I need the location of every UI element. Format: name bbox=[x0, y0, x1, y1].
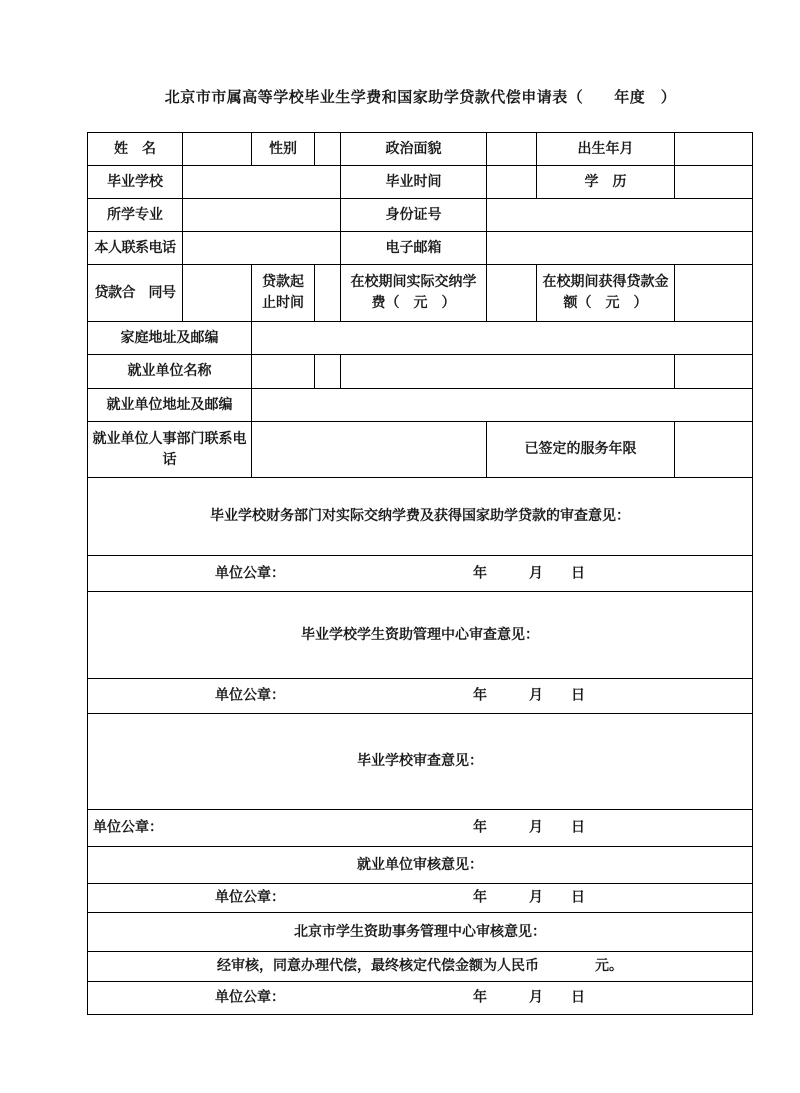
table-row bbox=[88, 355, 753, 389]
date-label: 年 月 日 bbox=[473, 990, 585, 1006]
label-loan-contract: 贷款合 同号 bbox=[88, 265, 183, 322]
field-service-years[interactable] bbox=[675, 422, 753, 478]
table-row bbox=[88, 133, 753, 166]
seal-label: 单位公章： bbox=[93, 820, 163, 836]
field-employer-sub-2[interactable] bbox=[315, 355, 341, 389]
seal-row-aid-center bbox=[88, 679, 753, 714]
field-graduation-time[interactable] bbox=[487, 166, 537, 199]
field-birth-date[interactable] bbox=[675, 133, 753, 166]
table-row bbox=[88, 884, 753, 913]
table-row bbox=[88, 232, 753, 265]
section-municipal-review: 北京市学生资助事务管理中心审核意见： bbox=[88, 913, 753, 952]
section-school-review: 毕业学校审查意见： bbox=[88, 714, 753, 810]
date-label: 年 月 日 bbox=[473, 820, 585, 836]
label-hr-phone: 就业单位人事部门联系电话 bbox=[88, 422, 252, 478]
field-education[interactable] bbox=[675, 166, 753, 199]
section-finance-review: 毕业学校财务部门对实际交纳学费及获得国家助学贷款的审查意见： bbox=[88, 478, 753, 556]
field-loan-amount[interactable] bbox=[675, 265, 753, 322]
seal-row-finance bbox=[88, 556, 753, 592]
label-gender: 性别 bbox=[252, 133, 315, 166]
label-major: 所学专业 bbox=[88, 199, 183, 232]
field-loan-contract[interactable] bbox=[183, 265, 252, 322]
field-home-address[interactable] bbox=[252, 322, 753, 355]
seal-row-school bbox=[88, 810, 753, 847]
label-education: 学 历 bbox=[537, 166, 675, 199]
table-row bbox=[88, 592, 753, 679]
section-aid-center-review: 毕业学校学生资助管理中心审查意见： bbox=[88, 592, 753, 679]
seal-row-municipal bbox=[88, 982, 753, 1015]
table-row bbox=[88, 952, 753, 982]
label-employer-address: 就业单位地址及邮编 bbox=[88, 389, 252, 422]
label-loan-amount: 在校期间获得贷款金额（ 元 ） bbox=[537, 265, 675, 322]
field-employer-address[interactable] bbox=[252, 389, 753, 422]
field-employer-sub-1[interactable] bbox=[252, 355, 315, 389]
field-email[interactable] bbox=[487, 232, 753, 265]
field-graduate-school[interactable] bbox=[183, 166, 341, 199]
table-row bbox=[88, 166, 753, 199]
field-employer-name[interactable] bbox=[341, 355, 675, 389]
approval-amount-line: 经审核，同意办理代偿，最终核定代偿金额为人民币 元。 bbox=[88, 952, 753, 982]
table-row bbox=[88, 322, 753, 355]
label-id-number: 身份证号 bbox=[341, 199, 487, 232]
table-row bbox=[88, 982, 753, 1015]
label-political-status: 政治面貌 bbox=[341, 133, 487, 166]
table-row bbox=[88, 556, 753, 592]
field-id-number[interactable] bbox=[487, 199, 753, 232]
date-label: 年 月 日 bbox=[473, 688, 585, 704]
table-row bbox=[88, 478, 753, 556]
field-personal-phone[interactable] bbox=[183, 232, 341, 265]
seal-label: 单位公章： bbox=[215, 688, 285, 704]
label-graduate-school: 毕业学校 bbox=[88, 166, 183, 199]
field-hr-phone[interactable] bbox=[252, 422, 487, 478]
seal-label: 单位公章： bbox=[215, 566, 285, 581]
field-political-status[interactable] bbox=[487, 133, 537, 166]
seal-label: 单位公章： bbox=[215, 890, 285, 906]
label-name: 姓 名 bbox=[88, 133, 183, 166]
seal-label: 单位公章： bbox=[215, 990, 285, 1006]
field-name[interactable] bbox=[183, 133, 252, 166]
label-service-years: 已签定的服务年限 bbox=[487, 422, 675, 478]
label-home-address: 家庭地址及邮编 bbox=[88, 322, 252, 355]
table-row bbox=[88, 913, 753, 952]
field-gender[interactable] bbox=[315, 133, 341, 166]
table-row bbox=[88, 847, 753, 884]
label-email: 电子邮箱 bbox=[341, 232, 487, 265]
table-row bbox=[88, 810, 753, 847]
date-label: 年 月 日 bbox=[473, 890, 585, 906]
label-loan-period: 贷款起止时间 bbox=[252, 265, 315, 322]
table-row bbox=[88, 714, 753, 810]
application-form-table bbox=[87, 132, 753, 1015]
label-employer-name: 就业单位名称 bbox=[88, 355, 252, 389]
field-loan-period[interactable] bbox=[315, 265, 341, 322]
section-employer-review: 就业单位审核意见： bbox=[88, 847, 753, 884]
date-label: 年 月 日 bbox=[473, 566, 585, 581]
table-row bbox=[88, 422, 753, 478]
page-title: 北京市市属高等学校毕业生学费和国家助学贷款代偿申请表（ 年度 ） bbox=[164, 90, 677, 106]
seal-row-employer bbox=[88, 884, 753, 913]
table-row bbox=[88, 389, 753, 422]
table-row bbox=[88, 679, 753, 714]
label-personal-phone: 本人联系电话 bbox=[88, 232, 183, 265]
field-employer-sub-3[interactable] bbox=[675, 355, 753, 389]
table-row bbox=[88, 265, 753, 322]
label-tuition-paid: 在校期间实际交纳学费（ 元 ） bbox=[341, 265, 487, 322]
label-birth-date: 出生年月 bbox=[537, 133, 675, 166]
field-major[interactable] bbox=[183, 199, 341, 232]
field-tuition-paid[interactable] bbox=[487, 265, 537, 322]
label-graduation-time: 毕业时间 bbox=[341, 166, 487, 199]
table-row bbox=[88, 199, 753, 232]
